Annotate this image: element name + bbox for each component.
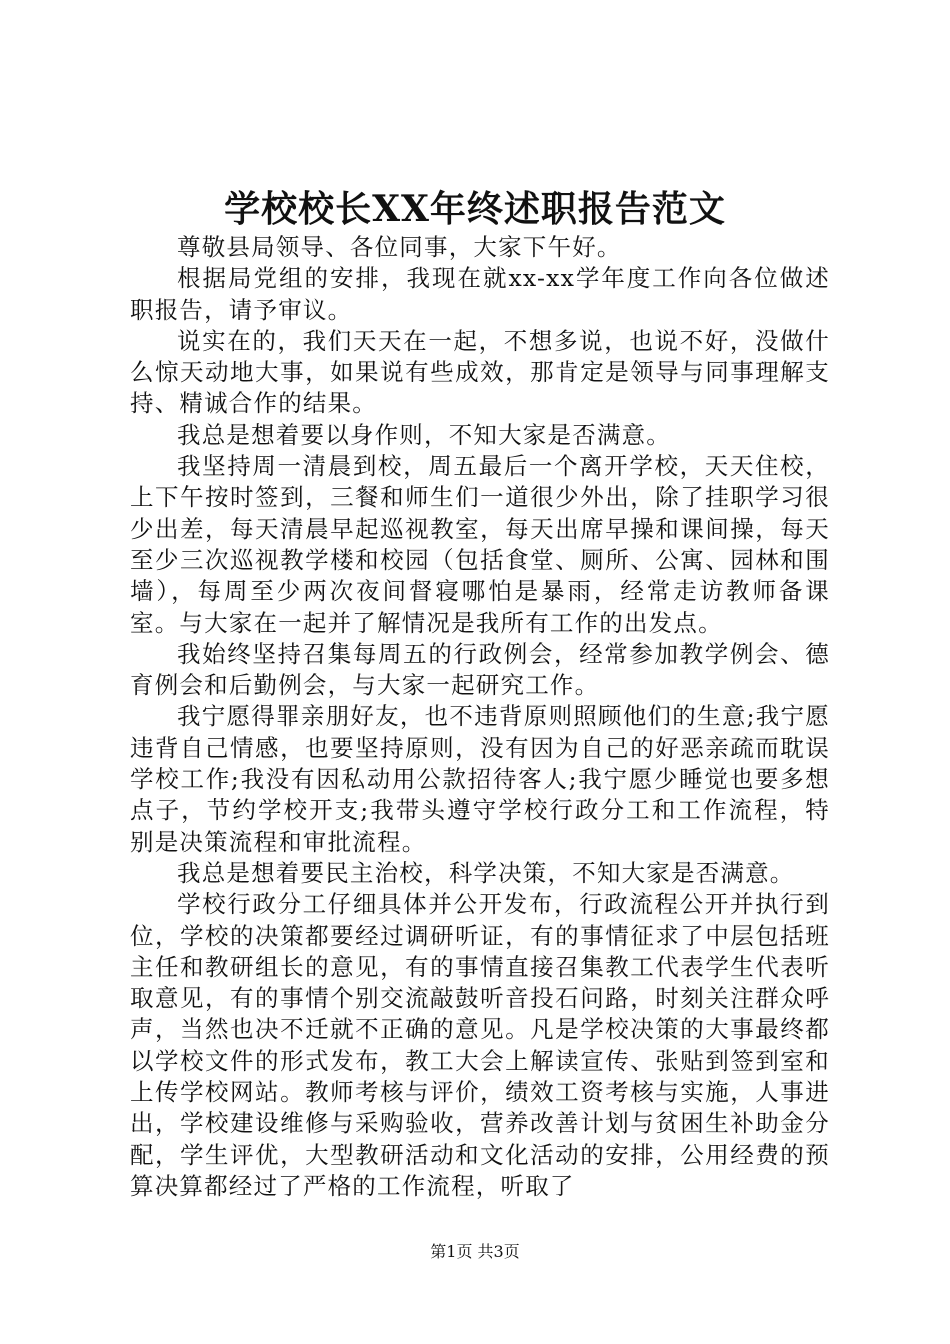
paragraph: 说实在的，我们天天在一起，不想多说，也说不好，没做什么惊天动地大事，如果说有些成效，那肯定是领导与同事理解支持、精诚合作的结果。 xyxy=(130,326,830,418)
page-footer: 第1页 共3页 xyxy=(430,1242,520,1261)
paragraph: 我坚持周一清晨到校，周五最后一个离开学校，天天住校，上下午按时签到，三餐和师生们一道很少外出，除了挂职学习很少出差，每天清晨早起巡视教室，每天出席早操和课间操，每天至少三次巡视教学楼和校园（包括食堂、厕所、公寓、园林和围墙），每周至少两次夜间督寝哪怕是暴雨，经常走访教师备课室。与大家在一起并了解情况是我所有工作的出发点。 xyxy=(130,452,830,637)
paragraph: 我始终坚持召集每周五的行政例会，经常参加教学例会、德育例会和后勤例会，与大家一起研究工作。 xyxy=(130,639,830,700)
document-body xyxy=(130,232,830,1202)
paragraph: 学校行政分工仔细具体并公开发布，行政流程公开并执行到位，学校的决策都要经过调研听证，有的事情征求了中层包括班主任和教研组长的意见，有的事情直接召集教工代表学生代表听取意见，有的事情个别交流敲鼓听音投石问路，时刻关注群众呼声，当然也决不迁就不正确的意见。凡是学校决策的大事最终都以学校文件的形式发布，教工大会上解读宣传、张贴到签到室和上传学校网站。教师考核与评价，绩效工资考核与实施，人事进出，学校建设维修与采购验收，营养改善计划与贫困生补助金分配，学生评优，大型教研活动和文化活动的安排，公用经费的预算决算都经过了严格的工作流程，听取了 xyxy=(130,890,830,1200)
paragraph: 根据局党组的安排，我现在就xx-xx学年度工作向各位做述职报告，请予审议。 xyxy=(130,264,830,324)
paragraph: 我总是想着要民主治校，科学决策，不知大家是否满意。 xyxy=(177,858,795,887)
document-title: 学校校长XX年终述职报告范文 xyxy=(224,188,726,230)
paragraph: 尊敬县局领导、各位同事，大家下午好。 xyxy=(177,233,622,261)
paragraph: 我总是想着要以身作则，不知大家是否满意。 xyxy=(177,420,671,449)
paragraph: 我宁愿得罪亲朋好友，也不违背原则照顾他们的生意;我宁愿违背自己情感，也要坚持原则，没有因为自己的好恶亲疏而耽误学校工作;我没有因私动用公款招待客人;我宁愿少睡觉也要多想点子，节约学校开支;我带头遵守学校行政分工和工作流程，特别是决策流程和审批流程。 xyxy=(130,702,830,856)
